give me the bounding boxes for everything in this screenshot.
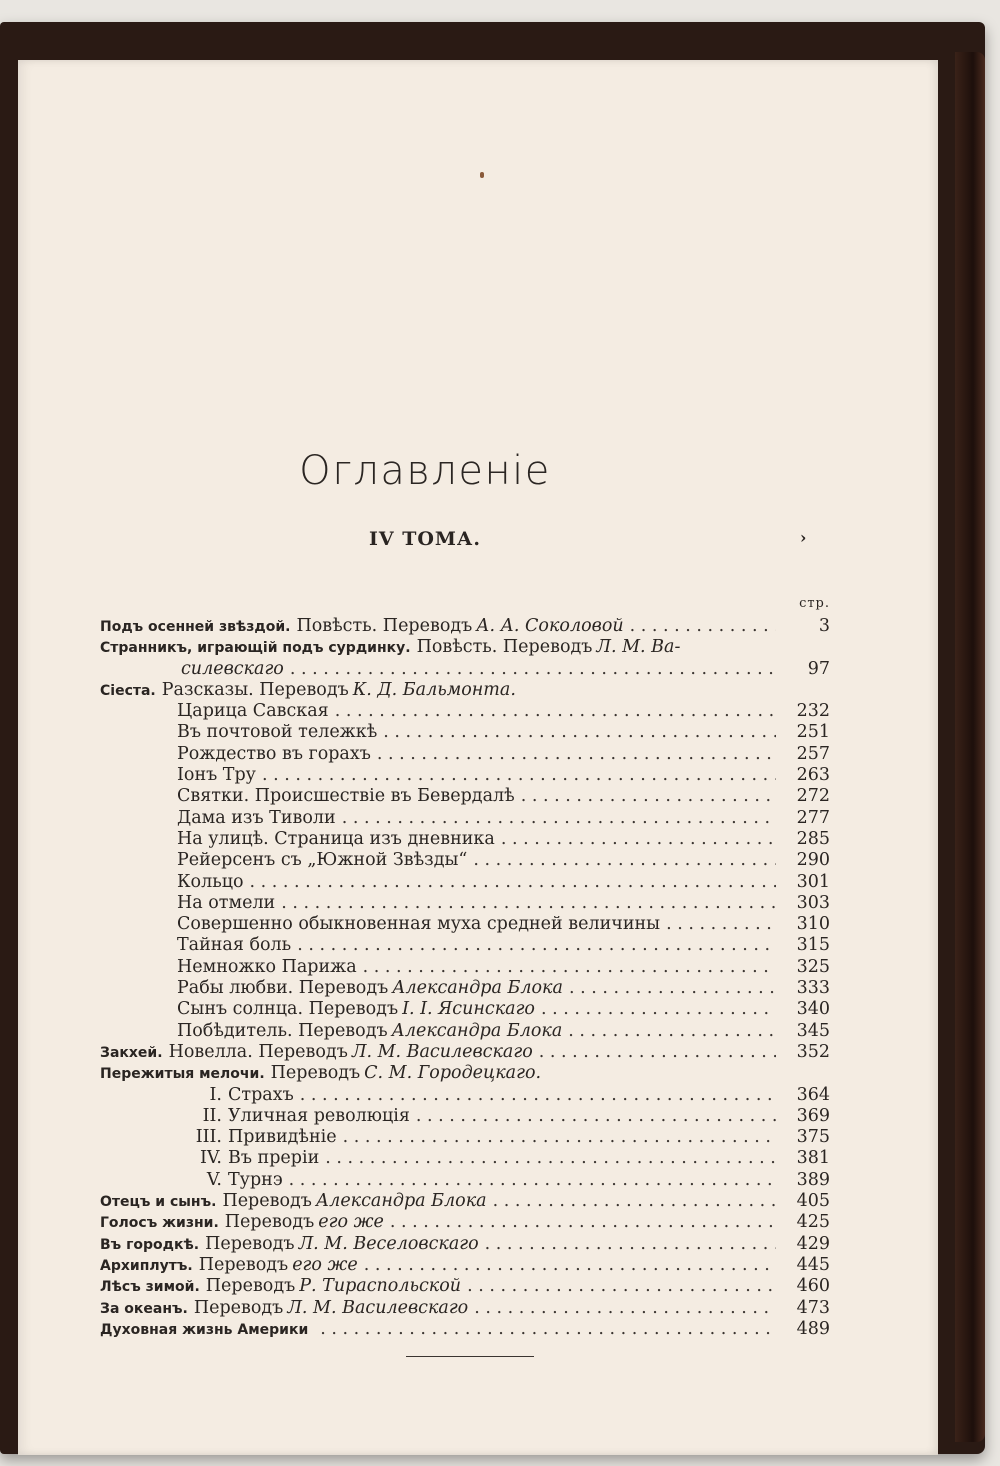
toc-entry — [100, 999, 830, 1020]
dot-leader — [262, 765, 776, 786]
entry-text: Рождество въ горахъ — [177, 743, 371, 764]
volume-subtitle: IV ТОМА. — [368, 528, 482, 550]
entry-label: Подъ осенней звѣздой. — [100, 619, 291, 635]
toc-entry — [100, 808, 830, 829]
page-number: 345 — [796, 1020, 830, 1041]
translator-name: Александра Блока — [391, 1020, 563, 1041]
toc-entry — [100, 616, 830, 637]
dot-leader — [377, 744, 776, 765]
dot-leader — [289, 1170, 776, 1191]
entry-text: Повѣсть. Переводъ — [416, 637, 593, 658]
page-number: 445 — [796, 1254, 830, 1275]
toc-entry — [100, 1021, 830, 1042]
page-number: 263 — [796, 765, 830, 786]
dot-leader — [541, 999, 776, 1020]
entry-label: Архиплутъ. — [100, 1257, 193, 1274]
page-number: 232 — [796, 701, 830, 722]
entry-text: Переводъ — [205, 1276, 296, 1297]
toc-entry-title — [100, 1234, 479, 1256]
page-number: 364 — [796, 1084, 830, 1105]
page-number: 405 — [796, 1191, 830, 1212]
book-cover — [0, 22, 985, 1454]
toc-entry — [100, 1255, 830, 1276]
toc-entry — [100, 744, 830, 765]
entry-text: Переводъ — [222, 1191, 312, 1212]
dot-leader — [343, 1127, 776, 1148]
toc-entry-title — [177, 1021, 562, 1042]
dot-leader — [281, 893, 776, 914]
translator-name: Л. М. Ва- — [596, 637, 681, 658]
translator-name: С. М. Городецкаго. — [364, 1063, 542, 1084]
entry-text: Переводъ — [224, 1212, 315, 1233]
entry-label: Пережитыя мелочи. — [100, 1066, 265, 1083]
toc-entry — [100, 637, 830, 658]
entry-label: Отецъ и сынъ. — [100, 1194, 217, 1211]
toc-entry — [100, 765, 830, 786]
translator-name: Л. М. Василевскаго — [351, 1041, 533, 1062]
toc-entry — [100, 1298, 830, 1319]
entry-text: Переводъ — [270, 1063, 361, 1084]
entry-text: Повѣсть. Переводъ — [296, 616, 473, 636]
toc-entry-title — [177, 935, 291, 956]
toc-entry — [100, 893, 830, 914]
dot-leader — [485, 1234, 776, 1255]
entry-text: Рабы любви. Переводъ — [177, 978, 389, 999]
translator-name: силевскаго — [181, 658, 284, 679]
toc-entry — [100, 1085, 830, 1106]
page-number: 340 — [796, 999, 830, 1020]
dot-leader — [501, 829, 776, 850]
dot-leader — [383, 722, 776, 743]
toc-entry-title — [177, 914, 660, 935]
book-edge — [955, 52, 985, 1442]
page-number: 333 — [796, 978, 830, 999]
roman-numeral: V. — [206, 1169, 222, 1190]
dot-leader — [297, 935, 776, 956]
toc-entry-title — [190, 1085, 294, 1106]
translator-name: его же — [292, 1254, 358, 1275]
toc-entry — [100, 1106, 830, 1127]
entry-label: За океанъ. — [100, 1300, 188, 1317]
toc-entry — [100, 914, 830, 935]
toc-entry — [100, 1063, 830, 1084]
translator-name: Л. М. Василевскаго — [287, 1297, 469, 1318]
entry-text: Дама изъ Тиволи — [177, 807, 336, 828]
dot-leader — [300, 1085, 776, 1106]
entry-text: Совершенно обыкновенная муха средней величины — [177, 914, 661, 935]
dot-leader — [474, 1298, 776, 1319]
dot-leader — [320, 1319, 776, 1340]
toc-entry-title — [177, 659, 284, 680]
entry-text: Побѣдитель. Переводъ — [177, 1020, 388, 1041]
page-number: 381 — [796, 1148, 830, 1169]
entry-text: На улицѣ. Страница изъ дневника — [177, 828, 495, 849]
toc-entry-title — [100, 1042, 533, 1064]
dot-leader — [250, 872, 776, 893]
margin-mark: › — [800, 528, 807, 547]
toc-entry-title — [100, 1212, 384, 1234]
page-number: 375 — [796, 1127, 830, 1148]
entry-text: Святки. Происшествіе въ Бевердалѣ — [177, 786, 515, 807]
toc-entry-title — [177, 957, 357, 978]
translator-name: Александра Блока — [392, 978, 563, 999]
page-number: 489 — [796, 1318, 830, 1339]
entry-text: Рейерсенъ съ „Южной Звѣзды“ — [177, 850, 468, 871]
toc-entry-title — [177, 808, 336, 829]
toc-entry — [100, 1212, 830, 1233]
page-number: 389 — [796, 1169, 830, 1190]
toc-entry-title — [100, 1191, 487, 1213]
entry-text: Царица Савская — [177, 701, 329, 722]
toc-entry-title — [177, 978, 563, 999]
toc-entry — [100, 872, 830, 893]
entry-label: Лѣсъ зимой. — [100, 1279, 200, 1296]
entry-text: Въ почтовой тележкѣ — [177, 722, 378, 743]
toc-entry — [100, 1276, 830, 1297]
toc-entry-title — [177, 765, 256, 786]
roman-numeral: II. — [202, 1105, 222, 1126]
entry-text: Уличная революція — [228, 1105, 410, 1126]
toc-entry-title — [177, 722, 377, 743]
entry-label: Въ городкѣ. — [100, 1236, 200, 1253]
toc-entry — [100, 659, 830, 680]
entry-text: Сынъ солнца. Переводъ — [177, 999, 399, 1020]
entry-text: Кольцо — [177, 871, 244, 892]
translator-name: его же — [318, 1212, 384, 1233]
entry-label: Закхей. — [100, 1044, 163, 1061]
entry-text: Турнэ — [228, 1169, 283, 1190]
dot-leader — [521, 786, 776, 807]
translator-name: Р. Тираспольской — [299, 1276, 462, 1297]
dot-leader — [335, 701, 776, 722]
toc-entry — [100, 1234, 830, 1255]
translator-name: І. І. Ясинскаго — [402, 999, 535, 1020]
toc-entry — [100, 1042, 830, 1063]
dot-leader — [568, 1021, 776, 1042]
dot-leader — [569, 978, 776, 999]
toc-entry — [100, 829, 830, 850]
page-number: 310 — [796, 914, 830, 935]
toc-entry-title — [190, 1170, 283, 1191]
translator-name: Л. М. Веселовскаго — [298, 1233, 479, 1254]
dot-leader — [473, 850, 776, 871]
toc-entry — [100, 680, 830, 701]
page-number: 3 — [818, 616, 830, 636]
toc-entry-title — [100, 1255, 358, 1277]
toc-entry-title — [100, 1298, 468, 1320]
entry-text: Іонъ Тру — [177, 765, 256, 786]
page-number: 97 — [807, 658, 830, 679]
book-page — [18, 60, 938, 1455]
toc-entry-title — [100, 637, 680, 659]
toc-entry-title — [190, 1148, 319, 1169]
toc-entry — [100, 1127, 830, 1148]
entry-text: На отмели — [177, 892, 276, 913]
toc-list — [100, 616, 830, 1340]
entry-text: Немножко Парижа — [177, 956, 357, 977]
entry-label: Голосъ жизни. — [100, 1215, 219, 1232]
entry-text: Новелла. Переводъ — [168, 1041, 348, 1062]
toc-entry-title — [177, 999, 535, 1020]
paper-speck — [480, 172, 484, 178]
translator-name: К. Д. Бальмонта. — [352, 679, 516, 700]
page-number: 301 — [796, 871, 830, 892]
entry-text: Переводъ — [193, 1297, 284, 1318]
toc-entry-title — [190, 1106, 410, 1127]
toc-entry-title — [177, 829, 495, 850]
toc-entry-title — [177, 893, 275, 914]
page-number: 277 — [796, 807, 830, 828]
entry-label: Странникъ, играющій подъ сурдинку. — [100, 640, 411, 657]
entry-text: Переводъ — [198, 1254, 289, 1275]
page-number: 315 — [796, 935, 830, 956]
roman-numeral: IV. — [199, 1148, 222, 1169]
toc-entry-title — [177, 850, 467, 871]
dot-leader — [325, 1148, 776, 1169]
toc-entry — [100, 1148, 830, 1169]
page-number: 460 — [796, 1276, 830, 1297]
page-number: 257 — [796, 743, 830, 764]
entry-label: Сіеста. — [100, 682, 156, 699]
toc-entry-title — [177, 744, 371, 765]
toc-entry-title — [100, 616, 624, 638]
toc-entry — [100, 1170, 830, 1191]
page-number: 251 — [796, 722, 830, 743]
entry-text: Привидѣніе — [228, 1127, 337, 1148]
toc-entry-title — [100, 680, 516, 702]
page-number: 303 — [796, 892, 830, 913]
page-number: 290 — [796, 850, 830, 871]
dot-leader — [290, 659, 776, 680]
dot-leader — [364, 1255, 776, 1276]
toc-entry-title — [177, 872, 244, 893]
entry-text: Разсказы. Переводъ — [161, 679, 349, 700]
toc-entry — [100, 786, 830, 807]
toc-entry — [100, 1191, 830, 1212]
entry-text: Переводъ — [205, 1233, 295, 1254]
translator-name: А. А. Соколовой — [476, 616, 624, 636]
toc-entry — [100, 701, 830, 722]
dot-leader — [363, 957, 776, 978]
page-number: 272 — [796, 786, 830, 807]
roman-numeral: III. — [195, 1127, 222, 1148]
toc-entry — [100, 722, 830, 743]
dot-leader — [390, 1212, 776, 1233]
translator-name: Александра Блока — [315, 1191, 487, 1212]
dot-leader — [666, 914, 776, 935]
dot-leader — [467, 1276, 776, 1297]
dot-leader — [416, 1106, 776, 1127]
toc-entry-title — [190, 1127, 337, 1148]
end-rule — [406, 1356, 534, 1357]
page-number: 325 — [796, 956, 830, 977]
toc-entry — [100, 978, 830, 999]
page-number: 425 — [796, 1212, 830, 1233]
toc-entry-title — [100, 1063, 541, 1085]
toc-entry-title — [100, 1276, 461, 1298]
page-column-label: стр. — [799, 596, 830, 611]
entry-label: Духовная жизнь Америки — [100, 1321, 309, 1338]
dot-leader — [342, 808, 776, 829]
toc-entry — [100, 850, 830, 871]
page-number: 473 — [796, 1297, 830, 1318]
entry-text: Тайная боль — [177, 935, 292, 956]
page-number: 429 — [796, 1233, 830, 1254]
roman-numeral: I. — [209, 1084, 222, 1105]
dot-leader — [539, 1042, 776, 1063]
page-title: Оглавленіе — [299, 448, 551, 494]
page-number: 285 — [796, 828, 830, 849]
page-number: 369 — [796, 1105, 830, 1126]
entry-text: Страхъ — [228, 1084, 294, 1105]
toc-entry — [100, 935, 830, 956]
toc-entry-title — [177, 701, 329, 722]
toc-entry-title — [177, 786, 515, 807]
page-number: 352 — [796, 1041, 830, 1062]
toc-entry-title — [100, 1319, 314, 1341]
entry-text: Въ преріи — [228, 1148, 320, 1169]
dot-leader — [493, 1191, 776, 1212]
toc-entry — [100, 1319, 830, 1340]
toc-entry — [100, 957, 830, 978]
dot-leader — [630, 616, 776, 637]
